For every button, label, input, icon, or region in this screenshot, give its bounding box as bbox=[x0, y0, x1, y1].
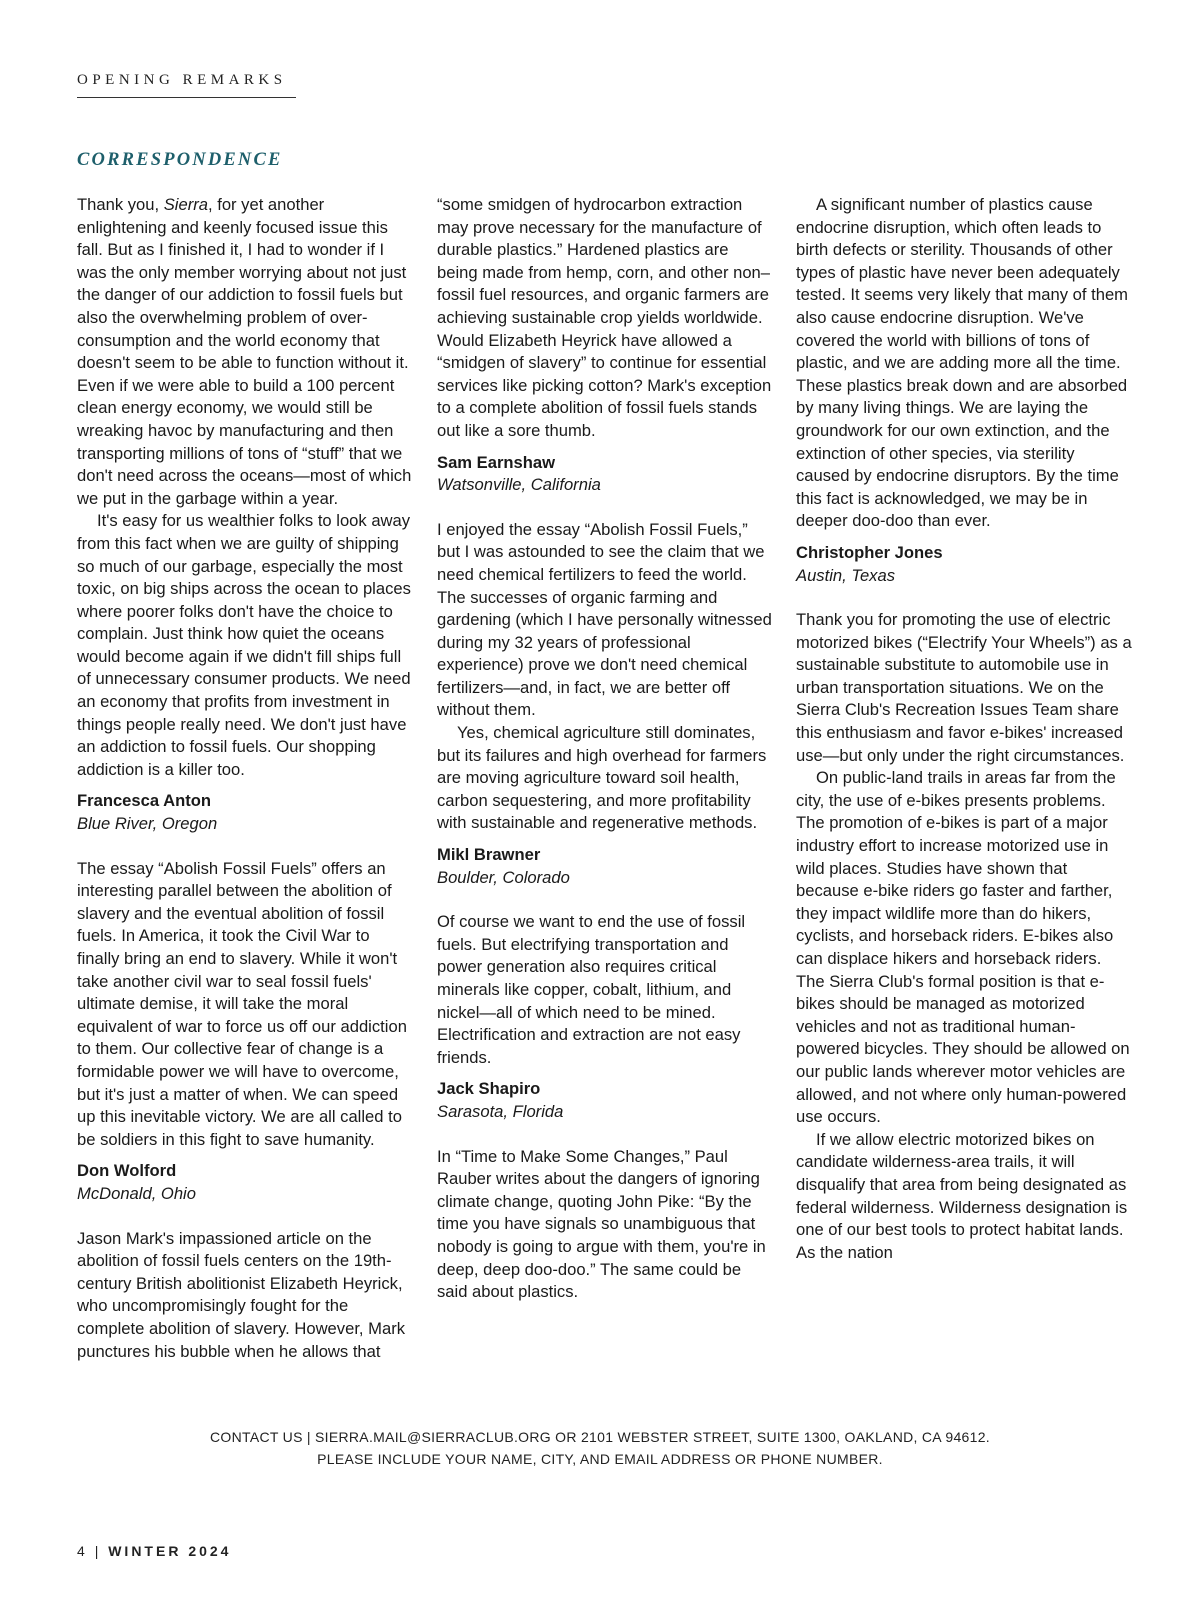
letter-2-paragraph-1: The essay “Abolish Fossil Fuels” offers an interesting parallel between the abolition of slavery and the eventual abolition of fossil fuels. In America, it took the Civil War to finally bring an end to slavery. While it won't take another civil war to seal fossil fuels' ultimate demise, it will take the moral equivalent of war to force us off our addiction to them. Our collective fear of change is a formidable power we will have to overcome, but it's just a matter of when. We can speed up this inevitable victory. We are all called to be soldiers in this fight to save humanity. bbox=[77, 858, 407, 1149]
letter-3-paragraph-1-part-1: Jason Mark's impassioned article on the abolition of fossil fuels centers on the 19th-century British abolitionist Elizabeth Heyrick, who uncompromisingly fought for the complete abolition of slavery. However, Mark punctures his bubble when he allows that bbox=[77, 1228, 406, 1361]
column-2 bbox=[437, 194, 773, 1304]
letter-1-paragraph-2: It's easy for us wealthier folks to look away from this fact when we are guilty of shipping so much of our garbage, especially the most toxic, on big ships across the ocean to places where poorer folks don't have the choice to complain. Just think how quiet the oceans would become again if we didn't fill ships full of unnecessary consumer products. We need an economy that profits from investment in things people really need. We don't just have an addiction to fossil fuels. Our shopping addiction is a killer too. bbox=[77, 511, 411, 779]
contact-line-2: PLEASE INCLUDE YOUR NAME, CITY, AND EMAIL ADDRESS OR PHONE NUMBER. bbox=[317, 1451, 883, 1467]
section-label: OPENING REMARKS bbox=[77, 72, 296, 98]
letter-1-paragraph-1 bbox=[77, 194, 413, 510]
letter-6-paragraph-2: A significant number of plastics cause endocrine disruption, which often leads to birth defects or sterility. Thousands of other types of plastic have never been adequately tested. It seems very likely that many of them also cause endocrine disruption. We've covered the world with billions of tons of plastic, and we are adding more all the time. These plastics break down and are absorbed by many living things. We are laying the groundwork for our own extinction, and the extinction of other species, via sterility caused by endocrine disruptors. By the time this fact is acknowledged, we may be in deeper doo-doo than ever. bbox=[796, 195, 1129, 531]
magazine-name: Sierra bbox=[163, 195, 208, 214]
letter-3-location: Watsonville, California bbox=[437, 475, 601, 495]
column-1 bbox=[77, 194, 413, 1363]
letter-4-paragraph-1: I enjoyed the essay “Abolish Fossil Fuels,” but I was astounded to see the claim that we need chemical fertilizers to feed the world. The successes of organic farming and gardening (which I have personally witnessed during my 32 years of professional experience) prove we don't need chemical fertilizers—and, in fact, we are better off without them. bbox=[437, 519, 772, 720]
page-folio bbox=[77, 1543, 231, 1559]
page-title: CORRESPONDENCE bbox=[77, 150, 283, 170]
letter-2-author: Don Wolford bbox=[77, 1161, 177, 1181]
issue-name: WINTER 2024 bbox=[108, 1543, 232, 1559]
letter-4-location: Boulder, Colorado bbox=[437, 867, 570, 887]
letter-5-location: Sarasota, Florida bbox=[437, 1101, 564, 1121]
folio-separator: | bbox=[94, 1543, 102, 1559]
letter-5-paragraph-1: Of course we want to end the use of fossil fuels. But electrifying transportation and power generation also requires critical minerals like copper, cobalt, lithium, and nickel—all of which need to be mined. Electrification and extraction are not easy friends. bbox=[437, 912, 746, 1067]
letter-6-paragraph-1-part-1: In “Time to Make Some Changes,” Paul Rauber writes about the dangers of ignoring climate change, quoting John Pike: “By the time you have signals so unambiguous that nobody is going to argue with them, you're in deep, deep doo-doo.” The same could be said about plastics. bbox=[437, 1146, 766, 1302]
letter-3-author: Sam Earnshaw bbox=[437, 452, 556, 472]
letter-1-location: Blue River, Oregon bbox=[77, 814, 218, 834]
letter-1-paragraph-1-text: Thank you, Sierra, for yet another enlightening and keenly focused issue this fall. But as I finished it, I had to wonder if I was the only member worrying about not just the danger of our addiction to fossil fuels but also the overwhelming problem of over-consumption and the world economy that doesn't seem to be able to function without it. Even if we were able to build a 100 percent clean energy economy, we would still be wreaking havoc by manufacturing and then transporting millions of tons of “stuff” that we don't need across the oceans—most of which we put in the garbage within a year. bbox=[77, 195, 412, 508]
contact-line-1: CONTACT US | SIERRA.MAIL@SIERRACLUB.ORG OR 2101 WEBSTER STREET, SUITE 1300, OAKLAND, CA 94612. bbox=[210, 1429, 990, 1445]
letter-6-location: Austin, Texas bbox=[796, 565, 896, 585]
letter-7-paragraph-2: On public-land trails in areas far from the city, the use of e-bikes presents problems. The promotion of e-bikes is part of a major industry effort to increase motorized use in wild places. Studies have shown that because e-bike riders go faster and farther, they impact wildlife more than do hikers, cyclists, and horseback riders. E-bikes also can displace hikers and horseback riders. The Sierra Club's formal position is that e-bikes should be managed as motorized vehicles and not as traditional human-powered bicycles. They should be allowed on our public lands wherever motor vehicles are allowed, and not where only human-powered use occurs. bbox=[796, 768, 1130, 1127]
letter-4-paragraph-2: Yes, chemical agriculture still dominates, but its failures and high overhead for farmers are moving agriculture toward soil health, carbon sequestering, and more profitability with sustainable and regenerative methods. bbox=[437, 723, 767, 833]
page-number: 4 bbox=[77, 1543, 88, 1559]
letter-7-paragraph-1: Thank you for promoting the use of electric motorized bikes (“Electrify Your Wheels”) as a sustainable substitute to automobile use in urban transportation situations. We on the Sierra Club's Recreation Issues Team share this enthusiasm and favor e-bikes' increased use—but only under the right circumstances. bbox=[796, 610, 1132, 765]
contact-info bbox=[0, 1426, 1200, 1470]
letter-5-author: Jack Shapiro bbox=[437, 1079, 541, 1099]
letter-3-paragraph-1-part-2: “some smidgen of hydrocarbon extraction may prove necessary for the manufacture of durable plastics.” Hardened plastics are being made from hemp, corn, and other non–fossil fuel resources, and organic farmers are achieving sustainable crop yields worldwide. Would Elizabeth Heyrick have allowed a “smidgen of slavery” to continue for essential services like picking cotton? Mark's exception to a complete abolition of fossil fuels stands out like a sore thumb. bbox=[437, 195, 772, 440]
letter-7-paragraph-3: If we allow electric motorized bikes on candidate wilderness-area trails, it will disqualify that area from being designated as federal wilderness. Wilderness designation is one of our best tools to protect habitat lands. As the nation bbox=[796, 1129, 1128, 1262]
letter-6-author: Christopher Jones bbox=[796, 542, 943, 562]
column-3 bbox=[796, 194, 1132, 1264]
letter-2-location: McDonald, Ohio bbox=[77, 1183, 196, 1203]
letter-4-author: Mikl Brawner bbox=[437, 845, 541, 865]
letter-1-author: Francesca Anton bbox=[77, 791, 212, 811]
